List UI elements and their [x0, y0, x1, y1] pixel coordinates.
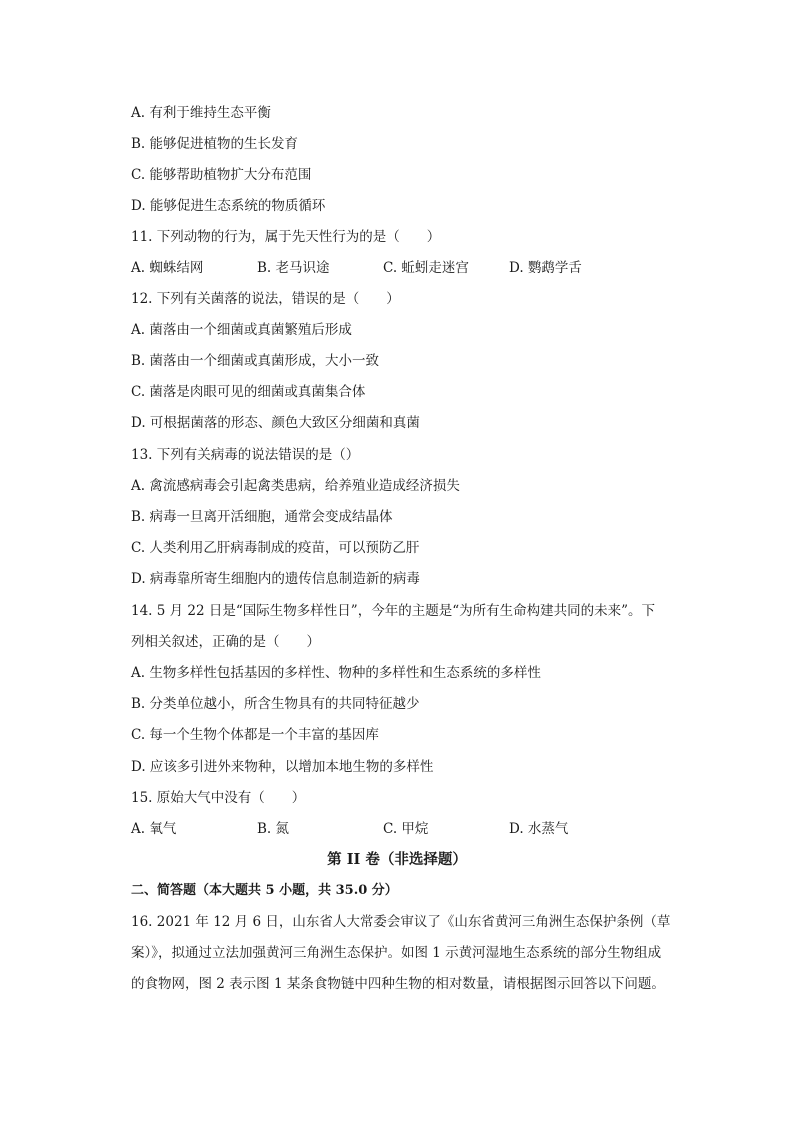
q11-options-row: [131, 258, 691, 278]
q16-line2: 案）》，拟通过立法加强黄河三角洲生态保护。如图 1 示黄河湿地生态系统的部分生物组成: [131, 945, 662, 961]
q11-option-d: D. 鹦鹉学舌: [509, 260, 582, 276]
q14-option-a: A. 生物多样性包括基因的多样性、物种的多样性和生态系统的多样性: [131, 665, 541, 681]
q11-option-c: C. 蚯蚓走迷宫: [383, 260, 469, 276]
q16-line3: 的食物网，图 2 表示图 1 某条食物链中四种生物的相对数量，请根据图示回答以下问题。: [131, 976, 665, 992]
q14-option-c: C. 每一个生物个体都是一个丰富的基因库: [131, 727, 379, 743]
q12-option-a: A. 菌落由一个细菌或真菌繁殖后形成: [131, 322, 352, 338]
q16-line1: 16. 2021 年 12 月 6 日，山东省人大常委会审议了《山东省黄河三角洲生态保护条例（草: [131, 914, 671, 930]
q11-option-a: A. 蜘蛛结网: [131, 260, 204, 276]
q14-option-b: B. 分类单位越小，所含生物具有的共同特征越少: [131, 696, 420, 712]
q15-option-a: A. 氧气: [131, 821, 177, 837]
q14-option-d: D. 应该多引进外来物种，以增加本地生物的多样性: [131, 759, 434, 775]
q15-option-b: B. 氮: [257, 821, 290, 837]
part-heading: 二、简答题（本大题共 5 小题，共 35.0 分）: [131, 883, 398, 898]
q12-option-b: B. 菌落由一个细菌或真菌形成，大小一致: [131, 353, 380, 369]
q13-option-b: B. 病毒一旦离开活细胞，通常会变成结晶体: [131, 509, 393, 525]
q12-option-c: C. 菌落是肉眼可见的细菌或真菌集合体: [131, 384, 366, 400]
q10-option-c: C. 能够帮助植物扩大分布范围: [131, 167, 312, 183]
q13-option-a: A. 禽流感病毒会引起禽类患病，给养殖业造成经济损失: [131, 478, 460, 494]
q14-stem-line2: 列相关叙述，正确的是（ ）: [131, 634, 320, 650]
q12-option-d: D. 可根据菌落的形态、颜色大致区分细菌和真菌: [131, 415, 420, 431]
q10-option-d: D. 能够促进生态系统的物质循环: [131, 198, 326, 214]
q15-option-c: C. 甲烷: [383, 821, 429, 837]
q11-stem: 11. 下列动物的行为，属于先天性行为的是（ ）: [131, 229, 441, 245]
q15-option-d: D. 水蒸气: [509, 821, 569, 837]
q13-option-d: D. 病毒靠所寄生细胞内的遗传信息制造新的病毒: [131, 571, 420, 587]
section-title: 第 II 卷（非选择题）: [327, 851, 467, 868]
q10-option-b: B. 能够促进植物的生长发育: [131, 136, 299, 152]
q13-option-c: C. 人类利用乙肝病毒制成的疫苗，可以预防乙肝: [131, 540, 420, 556]
q13-stem: 13. 下列有关病毒的说法错误的是（）: [131, 447, 360, 463]
q15-options-row: [131, 819, 691, 839]
q10-option-a: A. 有利于维持生态平衡: [131, 105, 271, 121]
q15-stem: 15. 原始大气中没有（ ）: [131, 790, 306, 806]
q11-option-b: B. 老马识途: [257, 260, 330, 276]
q12-stem: 12. 下列有关菌落的说法，错误的是（ ）: [131, 291, 400, 307]
q14-stem-line1: 14. 5 月 22 日是“国际生物多样性日”，今年的主题是“为所有生命构建共同的未来”。下: [131, 603, 656, 619]
